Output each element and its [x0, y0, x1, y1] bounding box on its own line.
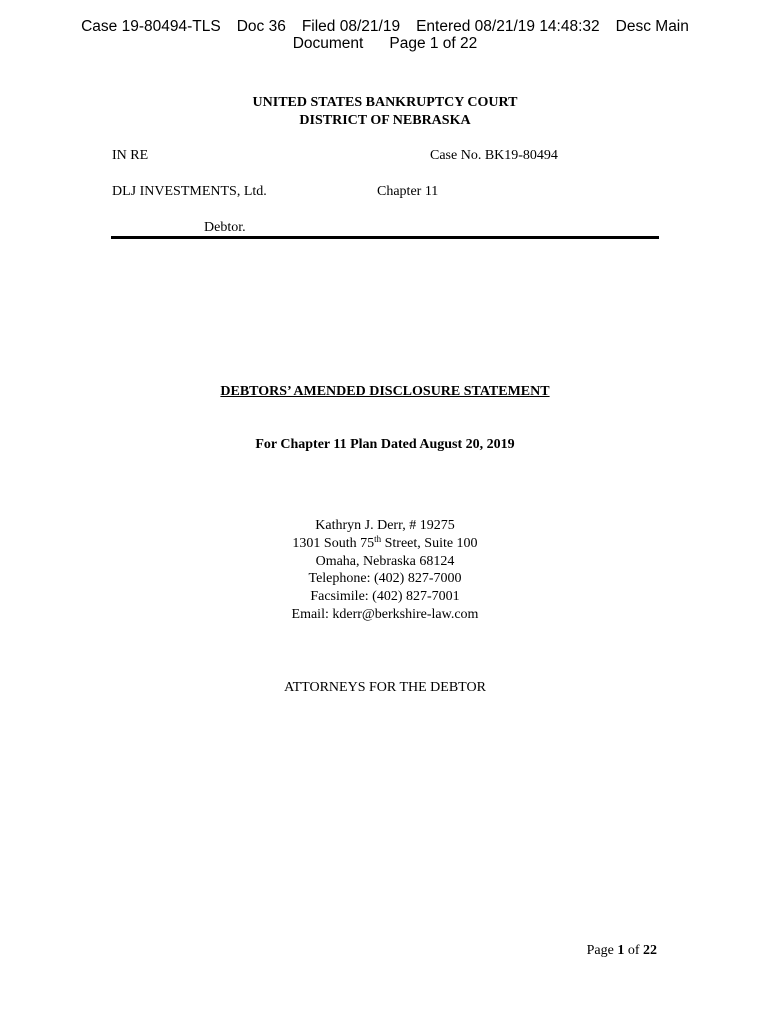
page-of-label: of: [627, 943, 640, 958]
stamp-filed-date: Filed 08/21/19: [301, 18, 401, 35]
stamp-desc: Desc Main: [615, 18, 689, 35]
attorney-block: [0, 517, 770, 624]
caption-chapter: Chapter 11: [377, 184, 439, 199]
page-total: 22: [643, 943, 657, 958]
page-current: 1: [617, 943, 625, 958]
stamp-document-label: Document: [292, 35, 364, 52]
stamp-entered-date: Entered 08/21/19 14:48:32: [416, 18, 600, 35]
filing-stamp-line-1: [0, 18, 770, 35]
attorney-facsimile: Facsimile: (402) 827-7001: [310, 589, 460, 605]
page-label: Page: [586, 943, 614, 958]
caption-case-number: Case No. BK19-80494: [430, 148, 558, 163]
stamp-page-count: Page 1 of 22: [389, 35, 478, 52]
caption-debtor-label: Debtor.: [204, 220, 246, 235]
attorney-street-suffix: th: [374, 533, 382, 544]
stamp-doc-number: Doc 36: [236, 18, 286, 35]
attorney-city: Omaha, Nebraska 68124: [315, 553, 455, 569]
filing-stamp-line-2: [0, 35, 770, 52]
attorney-street-rest: Street, Suite 100: [381, 535, 478, 551]
document-title: DEBTORS’ AMENDED DISCLOSURE STATEMENT: [220, 384, 550, 399]
caption-in-re: IN RE: [112, 148, 149, 163]
court-district: DISTRICT OF NEBRASKA: [299, 113, 471, 128]
court-name: UNITED STATES BANKRUPTCY COURT: [252, 95, 518, 110]
document-subtitle: For Chapter 11 Plan Dated August 20, 2019: [255, 437, 515, 452]
page-number-footer: [587, 942, 657, 960]
attorney-email: Email: kderr@berkshire-law.com: [291, 606, 479, 622]
attorney-street: [0, 535, 770, 553]
attorney-telephone: Telephone: (402) 827-7000: [308, 571, 462, 587]
stamp-case-number: Case 19-80494-TLS: [81, 18, 221, 35]
caption-debtor-name: DLJ INVESTMENTS, Ltd.: [112, 184, 267, 199]
attorney-street-number: 1301 South 75: [292, 535, 375, 551]
attorney-name: Kathryn J. Derr, # 19275: [315, 518, 455, 533]
attorneys-for-label: ATTORNEYS FOR THE DEBTOR: [284, 680, 486, 695]
caption-divider: [111, 236, 659, 239]
